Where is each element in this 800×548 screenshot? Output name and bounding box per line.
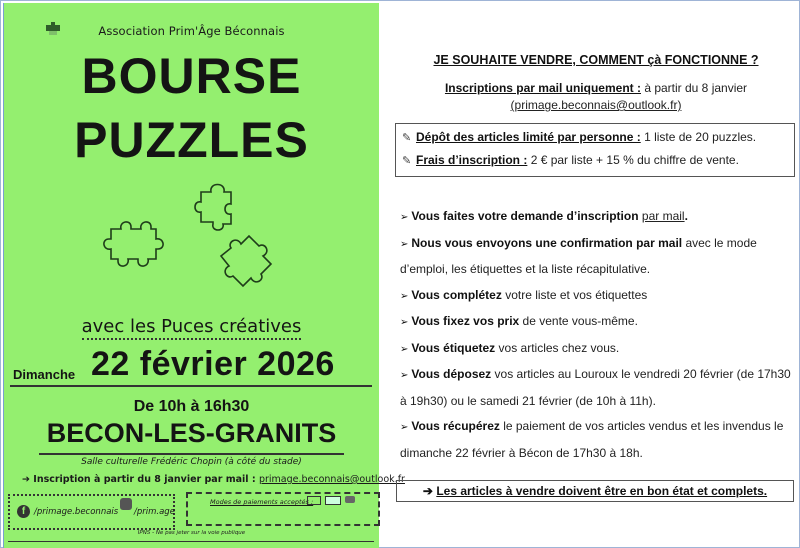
hand-pointer-icon: ✎: [402, 155, 412, 167]
poster-subtitle: avec les Puces créatives: [4, 316, 379, 337]
bullet-arrow-icon: ➢: [400, 317, 409, 328]
inscription-label: Inscriptions par mail uniquement :: [444, 81, 641, 95]
social-links-box: [8, 494, 175, 530]
rule-item: ✎ Dépôt des articles limité par personne : 1 liste de 20 puzzles.: [402, 130, 757, 144]
arrow-right-icon: ➔: [22, 474, 30, 485]
bullet-arrow-icon: ➢: [400, 370, 409, 381]
poster-email-link[interactable]: primage.beconnais@outlook.fr: [258, 474, 405, 485]
step-item: ➢ Vous complétez votre liste et vos étiquettes: [400, 287, 648, 302]
step-item: ➢ Vous récupérez le paiement de vos articles vendus et les invendus le dimanche 22 février à Bécon de 17h30 à 18h.: [400, 419, 784, 460]
inscription-date: à partir du 8 janvier: [640, 81, 748, 95]
step-item: ➢ Nous vous envoyons une confirmation par mail avec le mode d’emploi, les étiquettes et la liste récapitulative.: [400, 235, 757, 276]
event-day: Dimanche: [13, 367, 76, 382]
bullet-arrow-icon: ➢: [400, 290, 409, 302]
payment-methods-box: [186, 492, 380, 526]
poster-inscription: [22, 474, 405, 485]
card-icon: [307, 496, 321, 505]
facebook-handle[interactable]: /primage.beconnais: [34, 507, 119, 517]
poster-title-bourse: BOURSE: [81, 48, 302, 104]
event-date-block: [10, 347, 372, 387]
bullet-arrow-icon: ➢: [400, 422, 409, 433]
bullet-arrow-icon: ➢: [400, 238, 409, 250]
event-hours: De 10h à 16h30: [133, 398, 250, 415]
divider: [39, 453, 344, 455]
bullet-arrow-icon: ➢: [400, 212, 409, 223]
info-inscription: [392, 80, 800, 114]
par-mail-link[interactable]: par mail: [641, 209, 685, 223]
cash-icon: [345, 496, 355, 503]
payment-methods-label: Modes de paiements acceptés :: [210, 498, 314, 506]
facebook-icon: f: [17, 505, 30, 518]
hand-pointer-icon: ✎: [402, 132, 412, 144]
step-item: ➢ Vous fixez vos prix de vente vous-même.: [400, 314, 638, 328]
rule-item: ✎ Frais d’inscription : 2 € par liste + 15 % du chiffre de vente.: [402, 153, 739, 167]
divider: [8, 541, 374, 542]
event-date: 22 février 2026: [91, 345, 335, 383]
instagram-handle[interactable]: /prim.age: [134, 507, 175, 517]
bullet-arrow-icon: ➢: [400, 343, 409, 355]
notice-box: [396, 480, 794, 502]
steps-list: [400, 204, 795, 466]
rules-box: [395, 123, 795, 177]
step-item: ➢ Vous faites votre demande d’inscription par mail.: [400, 209, 688, 223]
info-panel: [392, 0, 800, 548]
arrow-right-icon: ➔: [422, 484, 433, 498]
notice-text: Les articles à vendre doivent être en bon état et complets.: [436, 484, 768, 498]
inscription-text: Inscription à partir du 8 janvier par mail :: [33, 474, 259, 485]
event-venue: Salle culturelle Frédéric Chopin (à côté du stade): [81, 457, 302, 467]
poster-title-puzzles: PUZZLES: [74, 112, 309, 168]
step-item: ➢ Vous déposez vos articles au Louroux le vendredi 20 février (de 17h30 à 19h30) ou le samedi 21 février (de 10h à 11h).: [400, 367, 791, 408]
association-name: Association Prim'Âge Béconnais: [98, 24, 285, 38]
footer-note: IPNS - Ne pas jeter sur la voie publique: [137, 530, 246, 536]
cheque-icon: [325, 496, 341, 505]
puzzle-pieces-icon: [101, 171, 301, 311]
info-title: JE SOUHAITE VENDRE, COMMENT çà FONCTIONNE ?: [433, 53, 759, 67]
info-email-link[interactable]: (primage.beconnais@outlook.fr): [510, 98, 682, 112]
event-poster: [3, 3, 405, 548]
instagram-icon: [120, 498, 132, 510]
event-city: BECON-LES-GRANITS: [46, 418, 337, 448]
step-item: ➢ Vous étiquetez vos articles chez vous.: [400, 340, 620, 355]
